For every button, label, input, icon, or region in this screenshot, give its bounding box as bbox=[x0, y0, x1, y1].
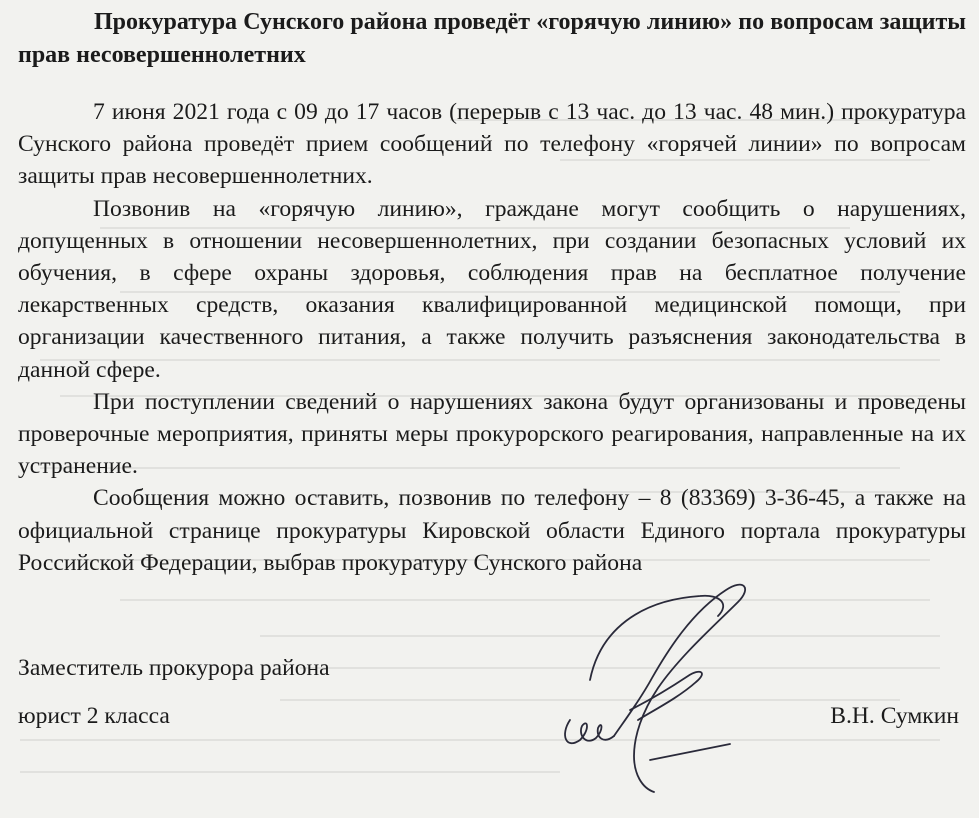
document-title: Прокуратура Сунского района проведёт «горячую линию» по вопросам защиты прав несовершеннолетних bbox=[18, 9, 966, 68]
paragraph-contacts: Сообщения можно оставить, позвонив по телефону – 8 (83369) 3-36-45, а также на официальной странице прокуратуры Кировской области Единого портала прокуратуры Российской Федерации, выбрав прокуратуру Сунского района bbox=[18, 485, 966, 576]
signer-rank: юрист 2 класса bbox=[18, 703, 170, 729]
paragraph-hotline-topics: Позвонив на «горячую линию», граждане могут сообщить о нарушениях, допущенных в отношении несовершеннолетних, при создании безопасных условий их обучения, в сфере охраны здоровья, соблюдения прав на бесплатное получение лекарственных средств, оказания квалифицированной медицинской помощи, при организации качественного питания, а также получить разъяснения законодательства в данной сфере. bbox=[18, 195, 966, 383]
signer-name: В.Н. Сумкин bbox=[830, 703, 959, 729]
document-body bbox=[18, 96, 966, 579]
paragraph-measures: При поступлении сведений о нарушениях закона будут организованы и проведены проверочные мероприятия, приняты меры прокурорского реагирования, направленные на их устранение. bbox=[18, 388, 966, 480]
paragraph-hotline-date: 7 июня 2021 года с 09 до 17 часов (перерыв с 13 час. до 13 час. 48 мин.) прокуратура Сунского района проведёт прием сообщений по телефону «горячей линии» по вопросам защиты прав несовершеннолетних. bbox=[18, 99, 966, 190]
signer-position: Заместитель прокурора района bbox=[18, 655, 330, 681]
handwritten-signature bbox=[530, 560, 770, 810]
